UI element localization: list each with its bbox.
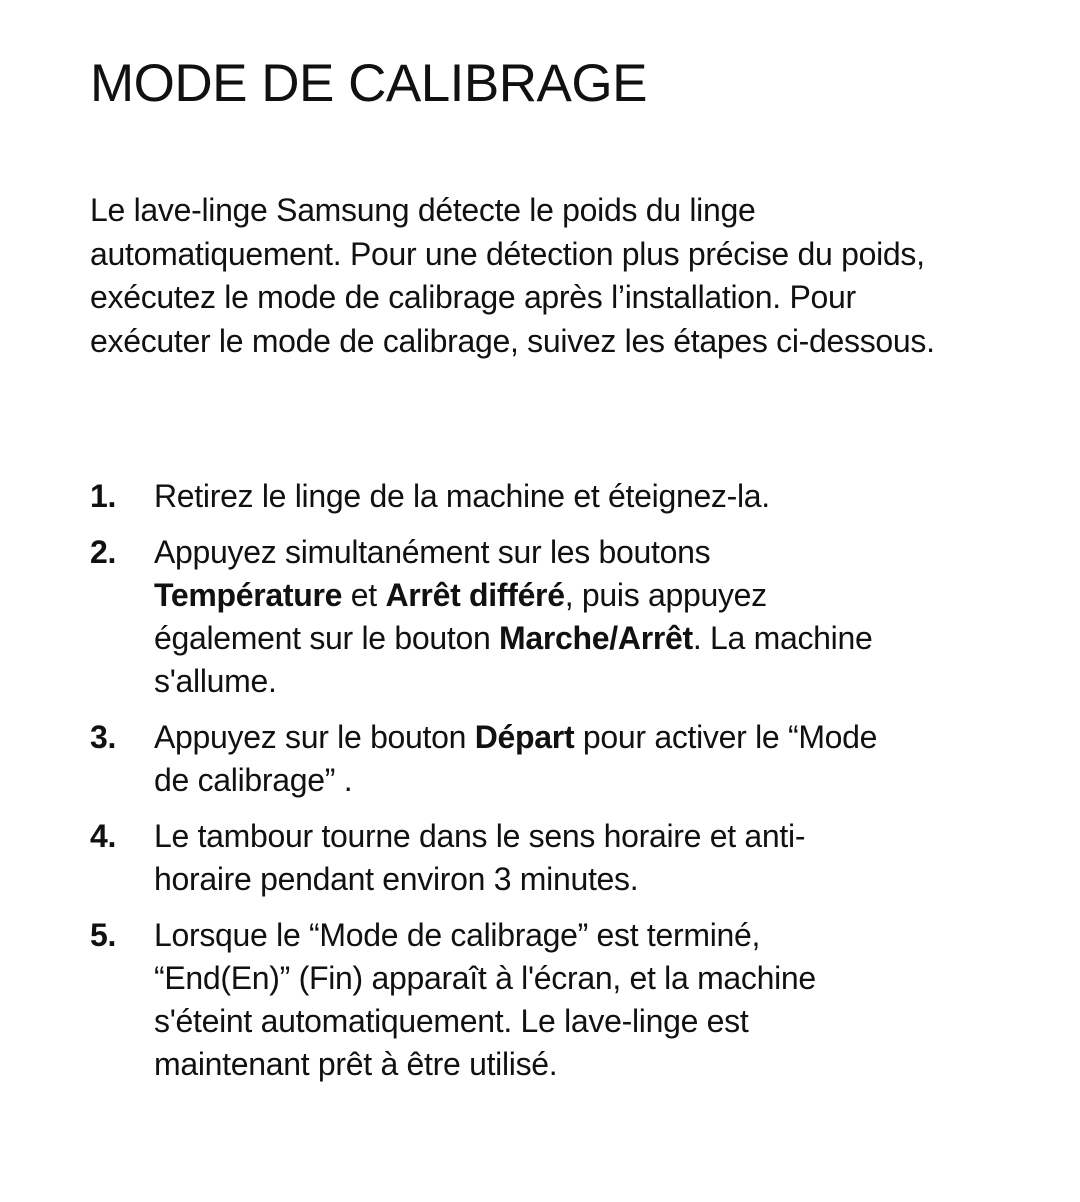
button-name-start: Départ <box>474 719 575 755</box>
step-text-segment: Lorsque le “Mode de calibrage” est terminé, “End(En)” (Fin) apparaît à l'écran, et la machine s'éteint automatiquement. Le lave-linge est maintenant prêt à être utilisé. <box>154 917 816 1082</box>
step-text-segment: , puis appuyez également sur le bouton <box>154 577 767 656</box>
step-text-segment: Appuyez sur le bouton <box>154 719 475 755</box>
step-text-segment: Retirez le linge de la machine et éteignez-la. <box>154 478 770 514</box>
step-text <box>154 914 884 1086</box>
step-text-segment: et <box>342 577 386 613</box>
step-number: 5. <box>90 917 117 953</box>
button-name-power: Marche/Arrêt <box>499 620 693 656</box>
button-name-temperature: Température <box>154 577 343 613</box>
step-text-segment: . La machine s'allume. <box>154 620 873 699</box>
step-number: 4. <box>90 818 117 854</box>
step-text <box>154 815 884 901</box>
step-number: 3. <box>90 719 117 755</box>
step-text <box>154 716 884 802</box>
intro-paragraph: Le lave-linge Samsung détecte le poids du linge automatiquement. Pour une détection plus précise du poids, exécutez le mode de calibrage après l’installation. Pour exécuter le mode de calibrage, suivez les étapes ci-dessous. <box>90 192 935 359</box>
step-text <box>154 531 884 703</box>
step-number: 2. <box>90 534 117 570</box>
step-text-segment: Le tambour tourne dans le sens horaire et anti-horaire pendant environ 3 minutes. <box>154 818 806 897</box>
page-title: MODE DE CALIBRAGE <box>90 54 647 113</box>
step-text-segment: Appuyez simultanément sur les boutons <box>154 534 711 570</box>
step-text <box>154 475 884 518</box>
step-text-segment: pour activer le “Mode de calibrage” . <box>154 719 878 798</box>
step-number: 1. <box>90 478 117 514</box>
button-name-delay-end: Arrêt différé <box>385 577 565 613</box>
